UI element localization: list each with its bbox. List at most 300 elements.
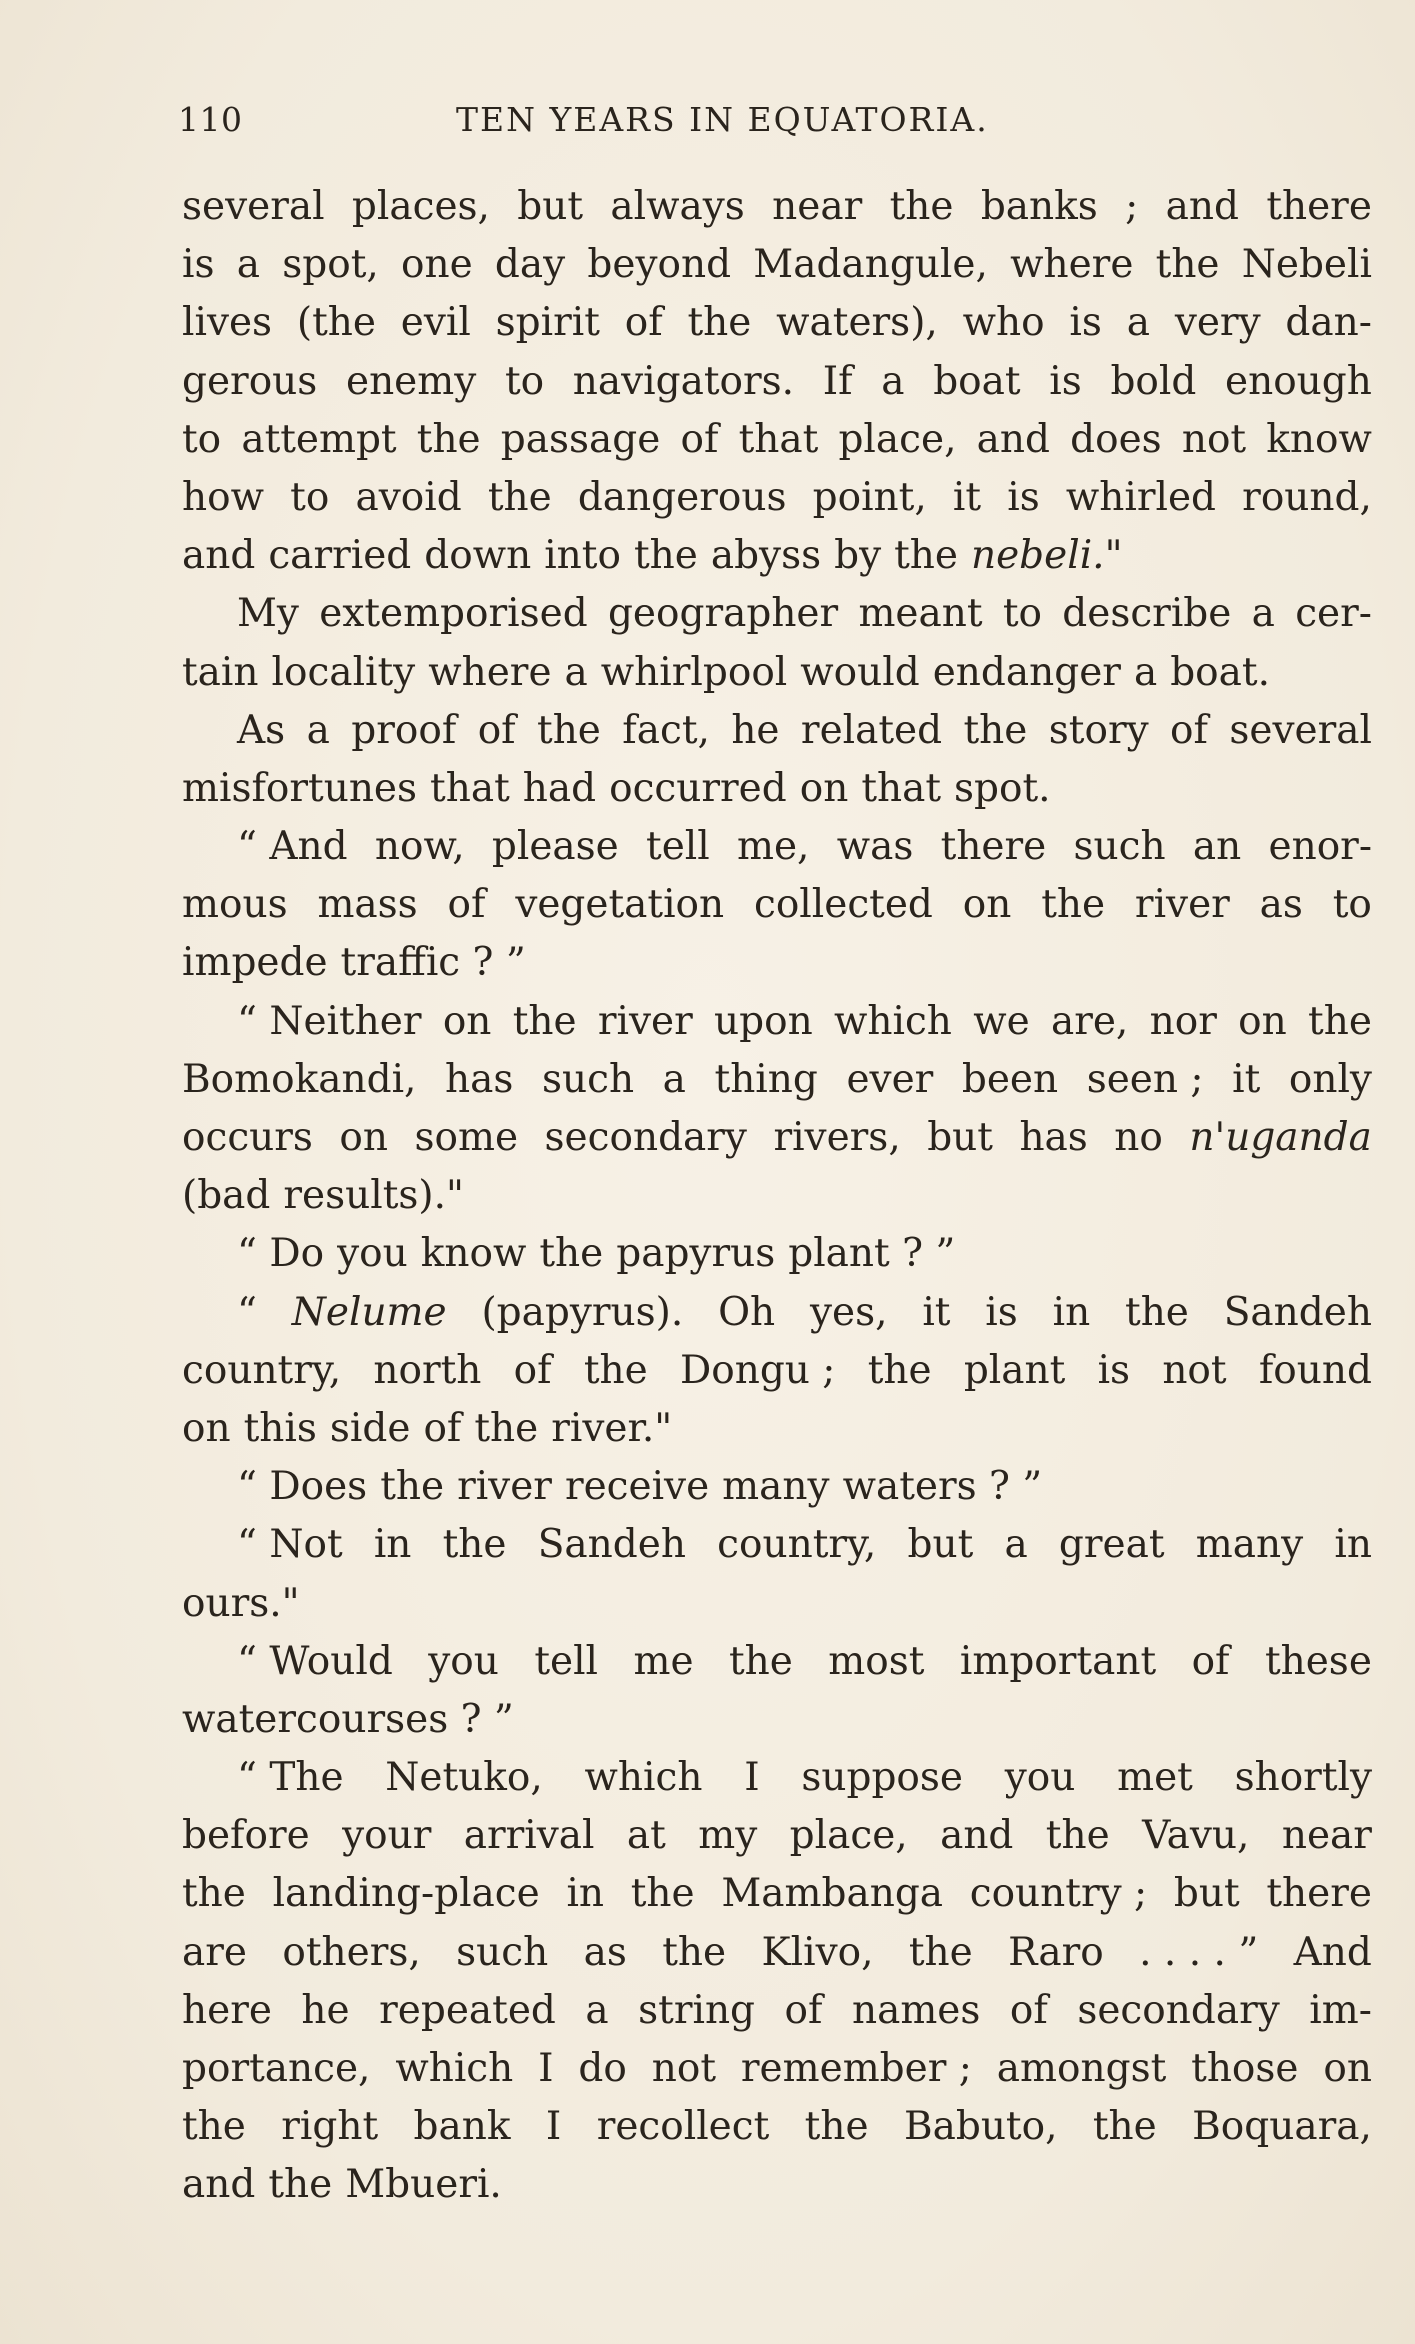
text-word: the — [728, 1638, 793, 1684]
text-line — [182, 1924, 1372, 1982]
text-word: has — [1019, 1115, 1088, 1160]
text-line — [182, 876, 1372, 934]
text-word: my — [698, 1813, 758, 1859]
text-word: “ Would — [237, 1638, 393, 1684]
text-word: fact, — [622, 707, 710, 753]
text-word: point, — [812, 474, 927, 520]
text-word: it — [952, 474, 982, 520]
text-word: the — [1092, 2104, 1157, 2150]
text-word: does — [1070, 416, 1162, 462]
text-word: meant — [858, 591, 983, 637]
text-word: on — [182, 1405, 231, 1451]
text-word: do — [578, 2046, 627, 2091]
text-word: on — [962, 882, 1012, 928]
text-word: know — [420, 1231, 527, 1277]
text-word: river." — [551, 1405, 673, 1451]
text-word: there — [1266, 1871, 1372, 1917]
text-word: attempt — [241, 416, 397, 462]
text-line — [182, 1982, 1372, 2040]
text-word: nebeli." — [970, 533, 1123, 579]
text-word: of — [1170, 707, 1208, 753]
text-word: many — [1195, 1522, 1304, 1568]
text-word: side — [329, 1405, 411, 1451]
text-word: your — [342, 1813, 432, 1859]
text-word: occurred — [609, 765, 787, 811]
text-word: which — [833, 998, 952, 1044]
text-word: that — [738, 416, 819, 462]
text-word: the — [1045, 1813, 1110, 1859]
text-word: the — [487, 474, 552, 520]
text-word: only — [1288, 1056, 1372, 1102]
text-word: river — [597, 998, 693, 1044]
text-word: country, — [717, 1522, 877, 1568]
text-line — [182, 1865, 1372, 1923]
text-word: where — [428, 649, 552, 695]
page-header — [178, 100, 1378, 150]
running-title: TEN YEARS IN EQUATORIA. — [456, 100, 989, 139]
text-line — [182, 760, 1372, 818]
text-line — [182, 2040, 1372, 2098]
text-line — [182, 178, 1372, 236]
text-word: at — [626, 1813, 666, 1859]
text-word: several — [182, 184, 325, 229]
text-word: the — [380, 1464, 445, 1510]
text-word: landing-place — [272, 1871, 540, 1917]
text-word: nor — [1149, 998, 1217, 1044]
text-word: that — [861, 765, 942, 811]
text-word: the — [583, 1347, 648, 1393]
text-word: a — [1133, 649, 1158, 695]
text-word: found — [1258, 1347, 1372, 1393]
text-word: had — [522, 765, 597, 811]
text-word: and — [182, 2162, 256, 2208]
text-word: I — [545, 2104, 562, 2150]
text-word: of — [1009, 1987, 1048, 2033]
text-word: (papyrus). — [481, 1289, 684, 1335]
text-word: and — [940, 1813, 1014, 1859]
text-word: occurs — [182, 1115, 313, 1160]
text-word: not — [1162, 1347, 1227, 1393]
text-word: the — [633, 533, 698, 579]
text-word: secondary — [1077, 1987, 1280, 2033]
text-word: impede — [182, 940, 328, 986]
text-word: you — [1004, 1755, 1076, 1801]
text-line — [182, 2098, 1372, 2156]
text-word: several — [1229, 707, 1372, 753]
text-line — [182, 1807, 1372, 1865]
text-word: the — [804, 2104, 869, 2150]
text-line — [182, 1284, 1372, 1342]
text-word: proof — [351, 707, 457, 753]
text-word: on — [1323, 2046, 1372, 2091]
text-line — [182, 1575, 1372, 1633]
text-word: Nebeli — [1241, 242, 1372, 288]
text-word: there — [940, 824, 1047, 870]
text-word: string — [638, 1987, 756, 2033]
text-word: describe — [1062, 591, 1232, 637]
text-word: but — [1173, 1871, 1240, 1917]
text-line — [182, 1167, 1372, 1225]
text-word: and — [182, 533, 256, 579]
text-word: as — [583, 1929, 627, 1975]
text-word: secondary — [544, 1115, 747, 1160]
text-word: avoid — [355, 474, 462, 520]
text-word: and — [976, 416, 1050, 462]
text-word: lives — [182, 300, 273, 346]
text-word: thing — [714, 1056, 818, 1102]
text-word: the — [894, 533, 958, 579]
text-word: Madangule, — [753, 242, 988, 288]
text-line — [182, 585, 1372, 643]
text-word: country ; — [969, 1871, 1148, 1917]
text-word: by — [834, 533, 882, 579]
text-word: right — [281, 2104, 379, 2150]
text-word: suppose — [801, 1755, 963, 1801]
text-word: boat. — [1170, 649, 1270, 695]
text-word: is — [1049, 358, 1082, 404]
text-word: the — [539, 1231, 604, 1277]
text-word: which — [395, 2046, 514, 2091]
text-line — [182, 469, 1372, 527]
text-word: plant ? ” — [788, 1231, 956, 1277]
body-text — [182, 178, 1372, 2215]
text-word: a — [1126, 300, 1150, 346]
text-line — [182, 1400, 1372, 1458]
text-line — [182, 294, 1372, 352]
text-word: he — [731, 707, 780, 753]
text-line — [182, 993, 1372, 1051]
text-word: tell — [534, 1638, 599, 1684]
text-word: near — [772, 184, 863, 229]
text-word: enor- — [1268, 824, 1372, 870]
text-word: gerous — [182, 358, 318, 404]
text-word: was — [836, 824, 914, 870]
text-word: traffic ? ” — [340, 940, 526, 986]
text-word: Oh — [718, 1289, 776, 1335]
text-word: receive — [564, 1464, 710, 1510]
text-word: bank — [413, 2104, 511, 2150]
text-word: the — [474, 1405, 539, 1451]
text-word: please — [491, 824, 619, 870]
text-word: repeated — [379, 1987, 556, 2033]
text-word: in — [566, 1871, 605, 1917]
text-word: dan- — [1285, 300, 1372, 346]
text-line — [182, 702, 1372, 760]
text-word: plant — [963, 1347, 1066, 1393]
text-word: im- — [1309, 1987, 1372, 2033]
text-word: met — [1117, 1755, 1193, 1801]
text-line — [182, 934, 1372, 992]
text-word: “ Does — [237, 1464, 368, 1510]
text-word: mass — [317, 882, 418, 928]
text-word: Bomokandi, — [182, 1056, 417, 1102]
text-word: which — [584, 1755, 703, 1801]
text-word: of — [624, 300, 663, 346]
text-word: places, — [351, 184, 490, 229]
text-word: not — [651, 2046, 717, 2091]
text-word: a — [1251, 591, 1275, 637]
text-word: Boquara, — [1192, 2104, 1372, 2150]
text-word: and — [1165, 184, 1239, 229]
text-word: is — [1007, 474, 1040, 520]
text-word: such — [542, 1056, 635, 1102]
text-word: names — [851, 1987, 981, 2033]
text-word: it — [922, 1289, 951, 1335]
text-word: round, — [1242, 474, 1372, 520]
text-word: know — [1266, 416, 1372, 462]
text-word: n'uganda — [1189, 1115, 1372, 1160]
text-line — [182, 1458, 1372, 1516]
text-word: shortly — [1234, 1755, 1372, 1801]
text-word: waters ? ” — [842, 1464, 1043, 1510]
text-word: the — [867, 1347, 932, 1393]
text-word: And — [1293, 1929, 1372, 1975]
text-word: spirit — [495, 300, 600, 346]
text-word: the — [963, 707, 1028, 753]
text-word: the — [889, 184, 954, 229]
text-word: tain — [182, 649, 259, 695]
text-word: Mambanga — [721, 1871, 944, 1917]
text-word: collected — [753, 882, 933, 928]
text-word: but — [517, 184, 584, 229]
text-line — [182, 1109, 1372, 1167]
text-word: place, — [789, 1813, 908, 1859]
text-word: “ Neither — [237, 998, 422, 1044]
text-word: to — [1332, 882, 1372, 928]
text-word: locality — [271, 649, 416, 695]
text-word: Vavu, — [1142, 1813, 1250, 1859]
text-word: we — [973, 998, 1030, 1044]
text-word: cer- — [1295, 591, 1372, 637]
text-word: you — [337, 1231, 408, 1277]
text-word: misfortunes — [182, 765, 418, 811]
text-word: As — [237, 707, 286, 753]
text-word: “ Do — [237, 1231, 325, 1277]
text-word: very — [1174, 300, 1261, 346]
text-word: “ — [237, 1289, 257, 1335]
text-word: I — [538, 2046, 554, 2091]
text-word: to — [504, 358, 545, 404]
text-word: you — [428, 1638, 499, 1684]
text-word: the — [182, 1871, 246, 1917]
text-word: amongst — [996, 2046, 1167, 2091]
text-word: day — [494, 242, 566, 288]
text-word: on — [1238, 998, 1287, 1044]
text-line — [182, 1516, 1372, 1574]
text-word: is — [1097, 1347, 1131, 1393]
text-word: enough — [1225, 358, 1372, 404]
text-word: boat — [933, 358, 1021, 404]
text-word: Dongu ; — [679, 1347, 836, 1393]
text-word: whirled — [1065, 474, 1217, 520]
text-word: My — [237, 591, 299, 637]
text-word: as — [1259, 882, 1303, 928]
text-word: but — [907, 1522, 974, 1568]
text-word: before — [182, 1813, 310, 1859]
text-word: yes, — [809, 1289, 888, 1335]
text-word: now, — [374, 824, 465, 870]
text-word: those — [1191, 2046, 1299, 2091]
text-word: river — [457, 1464, 552, 1510]
text-word: great — [1058, 1522, 1165, 1568]
text-word: arrival — [463, 1813, 595, 1859]
text-word: been — [961, 1056, 1059, 1102]
text-word: a — [564, 649, 588, 695]
text-word: river — [1134, 882, 1230, 928]
text-word: of — [784, 1987, 823, 2033]
text-word: there — [1266, 184, 1372, 229]
text-word: a — [1004, 1522, 1028, 1568]
text-word: down — [424, 533, 532, 579]
text-word: how — [182, 474, 264, 520]
text-word: the — [182, 2104, 246, 2150]
text-word: has — [445, 1056, 514, 1102]
text-word: dangerous — [577, 474, 787, 520]
text-line — [182, 2156, 1372, 2214]
text-word: Mbueri. — [345, 2162, 502, 2208]
text-word: a — [881, 358, 905, 404]
text-word: who — [962, 300, 1045, 346]
text-word: others, — [282, 1929, 421, 1975]
text-word: rivers, — [773, 1115, 901, 1160]
text-word: “ And — [237, 824, 348, 870]
text-word: a — [306, 707, 330, 753]
text-word: “ The — [237, 1755, 344, 1801]
text-word: waters), — [776, 300, 938, 346]
text-word: north — [373, 1347, 482, 1393]
text-word: one — [401, 242, 473, 288]
text-word: (the — [296, 300, 376, 346]
text-word: near — [1281, 1813, 1372, 1859]
text-word: Sandeh — [537, 1522, 686, 1568]
text-word: me — [633, 1638, 694, 1684]
text-word: on — [442, 998, 492, 1044]
text-word: (bad — [182, 1173, 271, 1219]
text-word: spot. — [954, 765, 1051, 811]
text-word: such — [1073, 824, 1166, 870]
text-word: are — [182, 1929, 247, 1975]
text-word: Netuko, — [385, 1755, 543, 1801]
text-word: to — [290, 474, 330, 520]
text-word: bold — [1110, 358, 1197, 404]
text-word: the — [1308, 998, 1372, 1044]
text-word: . . . . ” — [1139, 1929, 1259, 1975]
text-line — [182, 353, 1372, 411]
text-word: is — [985, 1289, 1018, 1335]
text-line — [182, 527, 1372, 585]
text-word: evil — [400, 300, 471, 346]
text-word: seen ; — [1086, 1056, 1204, 1102]
text-word: ever — [846, 1056, 934, 1102]
text-line — [182, 1225, 1372, 1283]
text-line — [182, 818, 1372, 876]
text-word: watercourses ? ” — [182, 1696, 514, 1742]
text-word: upon — [714, 998, 813, 1044]
text-word: it — [1232, 1056, 1261, 1102]
text-word: of — [1191, 1638, 1230, 1684]
text-word: a — [236, 242, 260, 288]
text-line — [182, 644, 1372, 702]
text-word: abyss — [710, 533, 822, 579]
text-word: important — [959, 1638, 1157, 1684]
text-word: is — [182, 242, 215, 288]
text-word: this — [243, 1405, 317, 1451]
text-word: he — [301, 1987, 350, 2033]
text-word: extemporised — [319, 591, 588, 637]
text-word: into — [544, 533, 621, 579]
text-word: to — [1002, 591, 1042, 637]
text-word: If — [822, 358, 853, 404]
text-word: the — [630, 1871, 695, 1917]
text-word: most — [828, 1638, 925, 1684]
text-word: to — [182, 416, 222, 462]
text-word: on — [799, 765, 849, 811]
page-number: 110 — [178, 100, 243, 139]
text-word: carried — [268, 533, 412, 579]
text-word: the — [1155, 242, 1220, 288]
text-word: country, — [182, 1347, 342, 1393]
text-word: a — [662, 1056, 686, 1102]
text-word: of — [513, 1347, 552, 1393]
text-word: is — [1069, 300, 1102, 346]
text-word: Nelume — [291, 1289, 447, 1335]
text-word: the — [537, 707, 601, 753]
text-word: in — [1334, 1522, 1372, 1568]
text-line — [182, 236, 1372, 294]
text-word: enemy — [345, 358, 477, 404]
text-word: banks — [980, 184, 1098, 229]
text-word: of — [423, 1405, 462, 1451]
text-word: ours." — [182, 1580, 300, 1626]
text-word: the — [662, 1929, 727, 1975]
text-word: “ Not — [237, 1522, 343, 1568]
text-word: the — [268, 2162, 333, 2208]
text-word: the — [908, 1929, 973, 1975]
text-word: portance, — [182, 2046, 371, 2091]
text-line — [182, 411, 1372, 469]
text-word: where — [1010, 242, 1134, 288]
text-word: Raro — [1008, 1929, 1104, 1975]
text-word: such — [456, 1929, 549, 1975]
text-line — [182, 1342, 1372, 1400]
text-word: whirlpool — [600, 649, 788, 695]
text-word: I — [744, 1755, 760, 1801]
text-word: of — [447, 882, 486, 928]
text-word: some — [414, 1115, 519, 1160]
text-word: that — [430, 765, 510, 811]
text-line — [182, 1633, 1372, 1691]
text-word: passage — [500, 416, 661, 462]
text-word: in — [1052, 1289, 1091, 1335]
text-word: me, — [736, 824, 810, 870]
text-word: geographer — [607, 591, 839, 637]
text-word: these — [1264, 1638, 1372, 1684]
text-word: the — [1041, 882, 1106, 928]
text-word: the — [416, 416, 481, 462]
text-word: the — [1125, 1289, 1189, 1335]
text-word: Sandeh — [1223, 1289, 1372, 1335]
text-word: ; — [1125, 184, 1139, 229]
text-word: an — [1192, 824, 1242, 870]
text-word: navigators. — [572, 358, 795, 404]
text-word: in — [373, 1522, 412, 1568]
text-word: the — [442, 1522, 507, 1568]
text-word: always — [610, 184, 745, 229]
text-line — [182, 1051, 1372, 1109]
text-word: Babuto, — [903, 2104, 1058, 2150]
text-word: remember ; — [740, 2046, 972, 2091]
text-word: a — [585, 1987, 609, 2033]
